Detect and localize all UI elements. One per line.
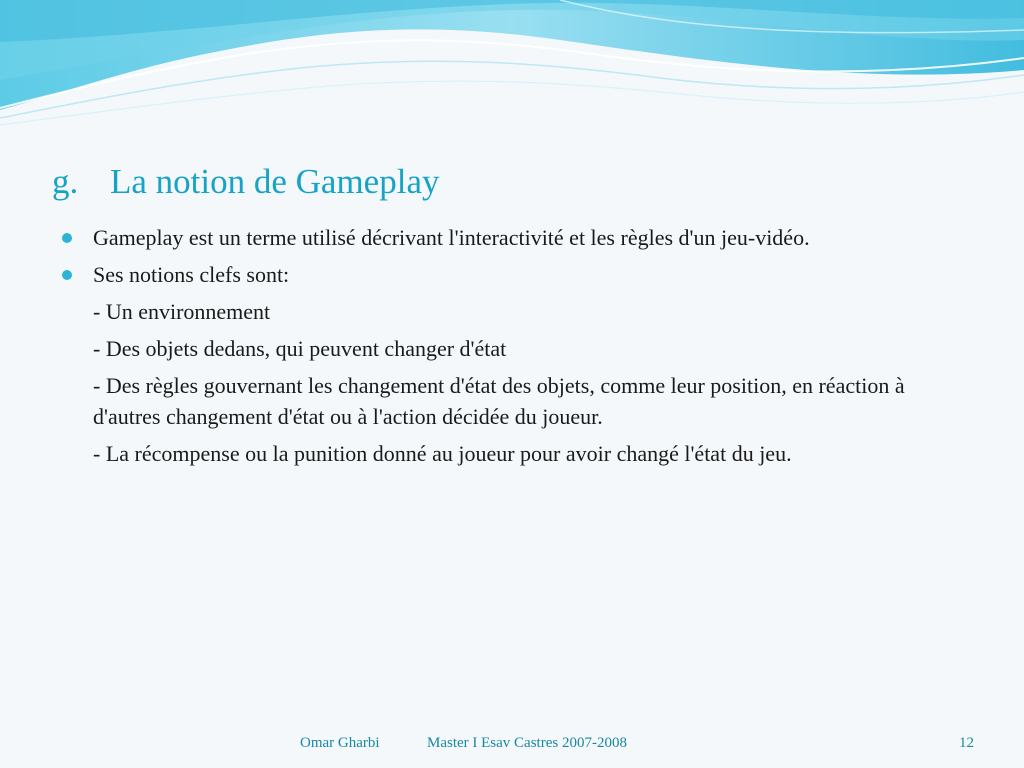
- decorative-wave-header: [0, 0, 1024, 130]
- sub-item: - Un environnement: [93, 299, 271, 324]
- sub-item: - Des objets dedans, qui peuvent changer d'état: [93, 336, 507, 361]
- title-text: La notion de Gameplay: [110, 162, 440, 201]
- sub-item: - La récompense ou la punition donné au joueur pour avoir changé l'état du jeu.: [93, 441, 792, 466]
- title-number: g.: [52, 162, 79, 201]
- bullet-dot-icon: [62, 233, 72, 243]
- bullet-item: [60, 222, 970, 253]
- footer-course: Master I Esav Castres 2007-2008: [427, 735, 627, 751]
- footer-page-number: 12: [959, 735, 974, 751]
- slide-footer: [0, 733, 1024, 753]
- slide-title: [52, 160, 439, 204]
- footer-author: Omar Gharbi: [300, 735, 380, 751]
- bullet-item: [60, 259, 970, 290]
- bullet-text: Gameplay est un terme utilisé décrivant l'interactivité et les règles d'un jeu-vidéo.: [93, 225, 810, 250]
- sub-item: - Des règles gouvernant les changement d'état des objets, comme leur position, en réaction à d'autres changement d'état ou à l'action décidée du joueur.: [93, 373, 905, 429]
- slide-content: [60, 222, 970, 475]
- bullet-text: Ses notions clefs sont:: [93, 262, 290, 287]
- bullet-dot-icon: [62, 270, 72, 280]
